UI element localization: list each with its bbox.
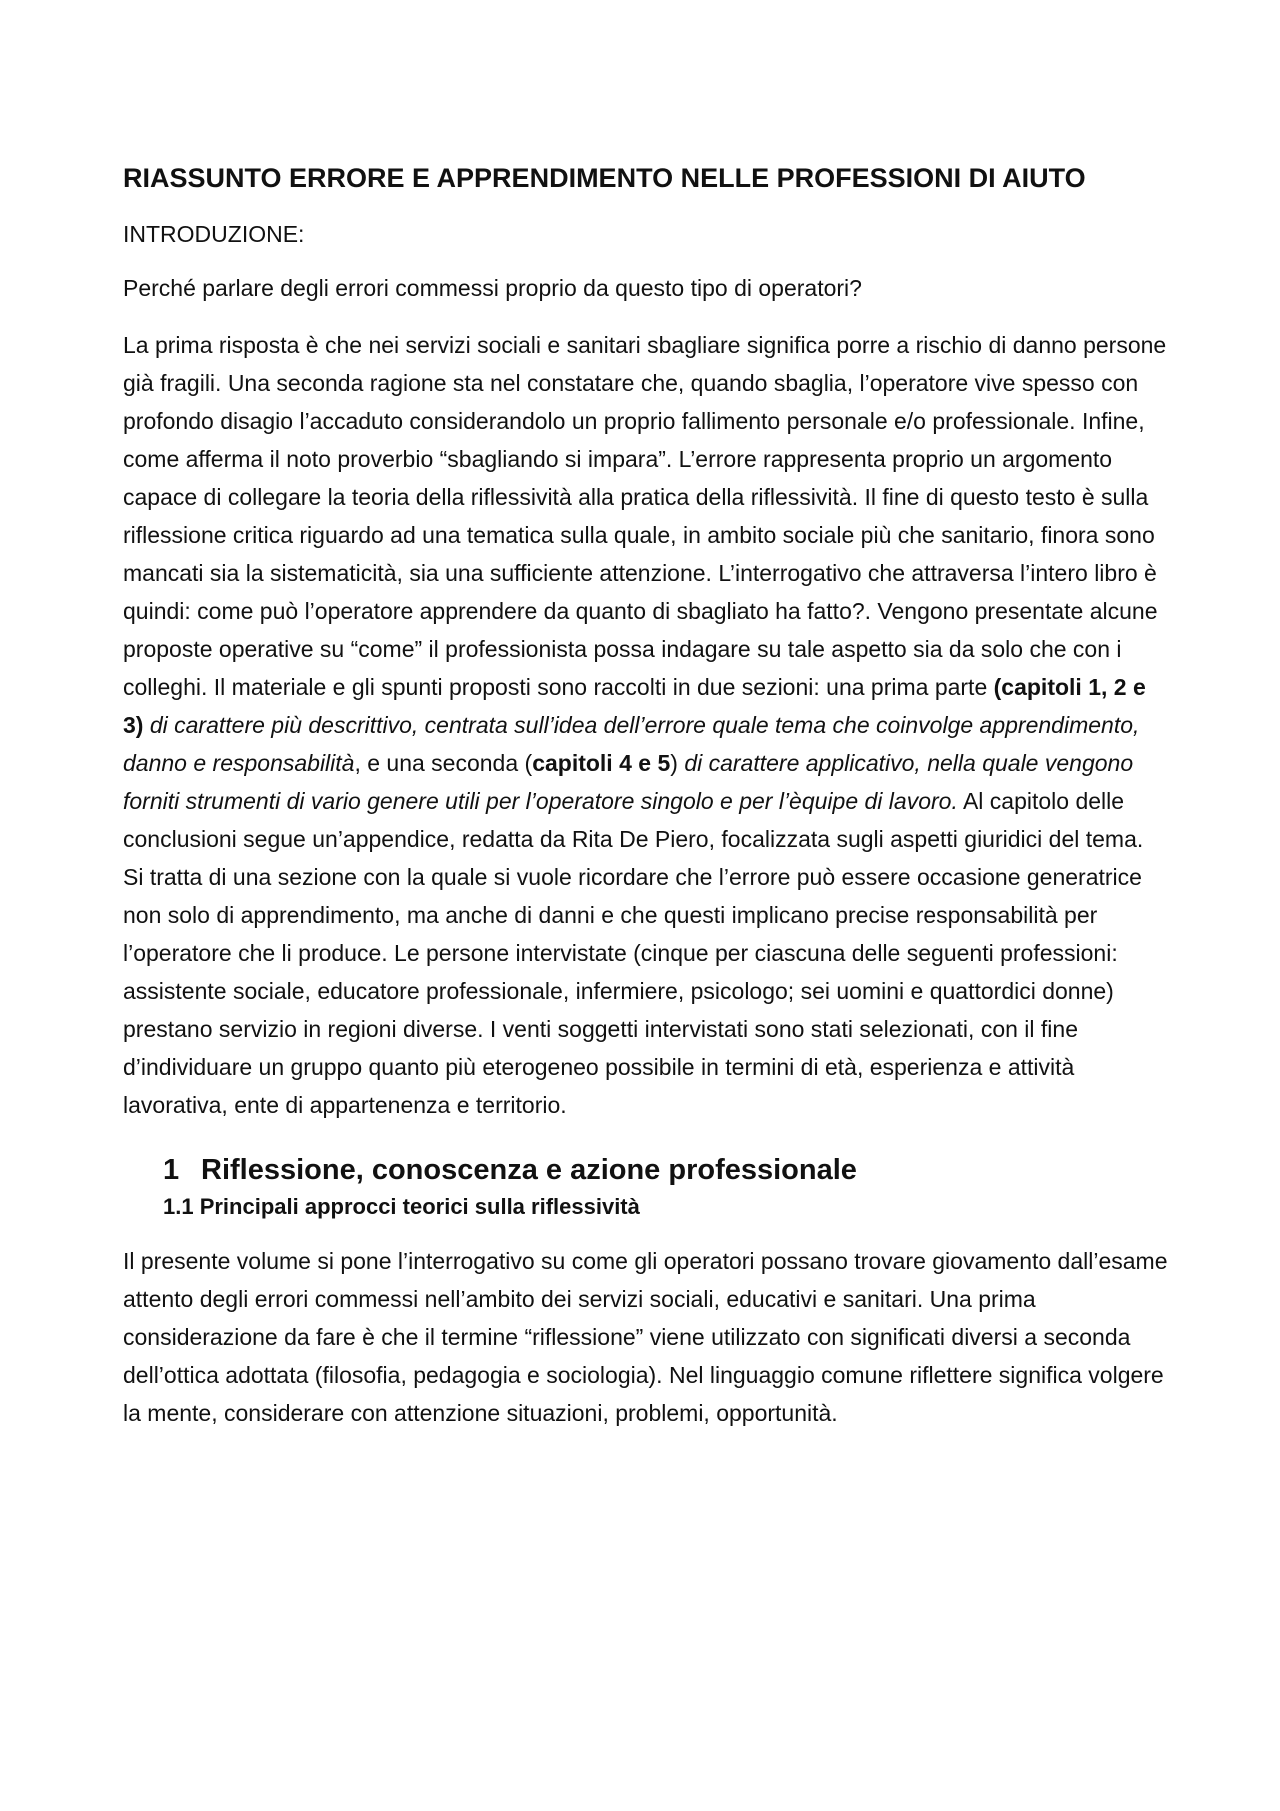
document-body bbox=[123, 160, 1168, 1432]
intro-text-part-4: Al capitolo delle conclusioni segue un’appendice, redatta da Rita De Piero, focalizzata sugli aspetti giuridici del tema. Si tratta di una sezione con la quale si vuole ricordare che l’errore può essere occasione generatrice non solo di apprendimento, ma anche di danni e che questi implicano precise responsabilità per l’operatore che li produce. Le persone intervistate (cinque per ciascuna delle seguenti professioni: assistente sociale, educatore professionale, infermiere, psicologo; sei uomini e quattordici donne) prestano servizio in regioni diverse. I venti soggetti intervistati sono stati selezionati, con il fine d’individuare un gruppo quanto più eterogeneo possibile in termini di età, esperienza e attività lavorativa, ente di appartenenza e territorio. bbox=[123, 788, 1144, 1118]
introduction-label: INTRODUZIONE: bbox=[123, 221, 305, 247]
intro-text-part-2: , e una seconda ( bbox=[354, 750, 533, 776]
intro-italic-descriptive: di carattere più descrittivo, centrata sull’idea dell’errore quale tema che coinvolge apprendimento, danno e responsabilità bbox=[123, 712, 1140, 776]
introduction-paragraph bbox=[123, 326, 1168, 1124]
section-1-title: Riflessione, conoscenza e azione professionale bbox=[201, 1154, 857, 1186]
intro-italic-applicative: di carattere applicativo, nella quale vengono forniti strumenti di vario genere utili per l’operatore singolo e per l’èquipe di lavoro. bbox=[123, 750, 1134, 814]
section-1-number: 1 bbox=[163, 1154, 180, 1186]
section-1-heading bbox=[163, 1152, 1168, 1188]
introduction-question: Perché parlare degli errori commessi proprio da questo tipo di operatori? bbox=[123, 275, 862, 301]
intro-bold-chapters-4-5: capitoli 4 e 5 bbox=[532, 750, 671, 776]
intro-text-part-3: ) bbox=[670, 750, 685, 776]
subsection-1-1-heading: 1.1 Principali approcci teorici sulla riflessività bbox=[163, 1194, 640, 1219]
section-1-paragraph: Il presente volume si pone l’interrogativo su come gli operatori possano trovare giovamento dall’esame attento degli errori commessi nell’ambito dei servizi sociali, educativi e sanitari. Una prima considerazione da fare è che il termine “riflessione” viene utilizzato con significati diversi a seconda dell’ottica adottata (filosofia, pedagogia e sociologia). Nel linguaggio comune riflettere significa volgere la mente, considerare con attenzione situazioni, problemi, opportunità. bbox=[123, 1248, 1168, 1426]
document-title: RIASSUNTO ERRORE E APPRENDIMENTO NELLE PROFESSIONI DI AIUTO bbox=[123, 163, 1086, 193]
intro-bold-chapters-1-3: (capitoli 1, 2 e 3) bbox=[123, 674, 1146, 738]
intro-text-part-1: La prima risposta è che nei servizi sociali e sanitari sbagliare significa porre a rischio di danno persone già fragili. Una seconda ragione sta nel constatare che, quando sbaglia, l’operatore vive spesso con profondo disagio l’accaduto considerandolo un proprio fallimento personale e/o professionale. Infine, come afferma il noto proverbio “sbagliando si impara”. L’errore rappresenta proprio un argomento capace di collegare la teoria della riflessività alla pratica della riflessività. Il fine di questo testo è sulla riflessione critica riguardo ad una tematica sulla quale, in ambito sociale più che sanitario, finora sono mancati sia la sistematicità, sia una sufficiente attenzione. L’interrogativo che attraversa l’intero libro è quindi: come può l’operatore apprendere da quanto di sbagliato ha fatto?. Vengono presentate alcune proposte operative su “come” il professionista possa indagare su tale aspetto sia da solo che con i colleghi. Il materiale e gli spunti proposti sono raccolti in due sezioni: una prima parte bbox=[123, 332, 1167, 700]
